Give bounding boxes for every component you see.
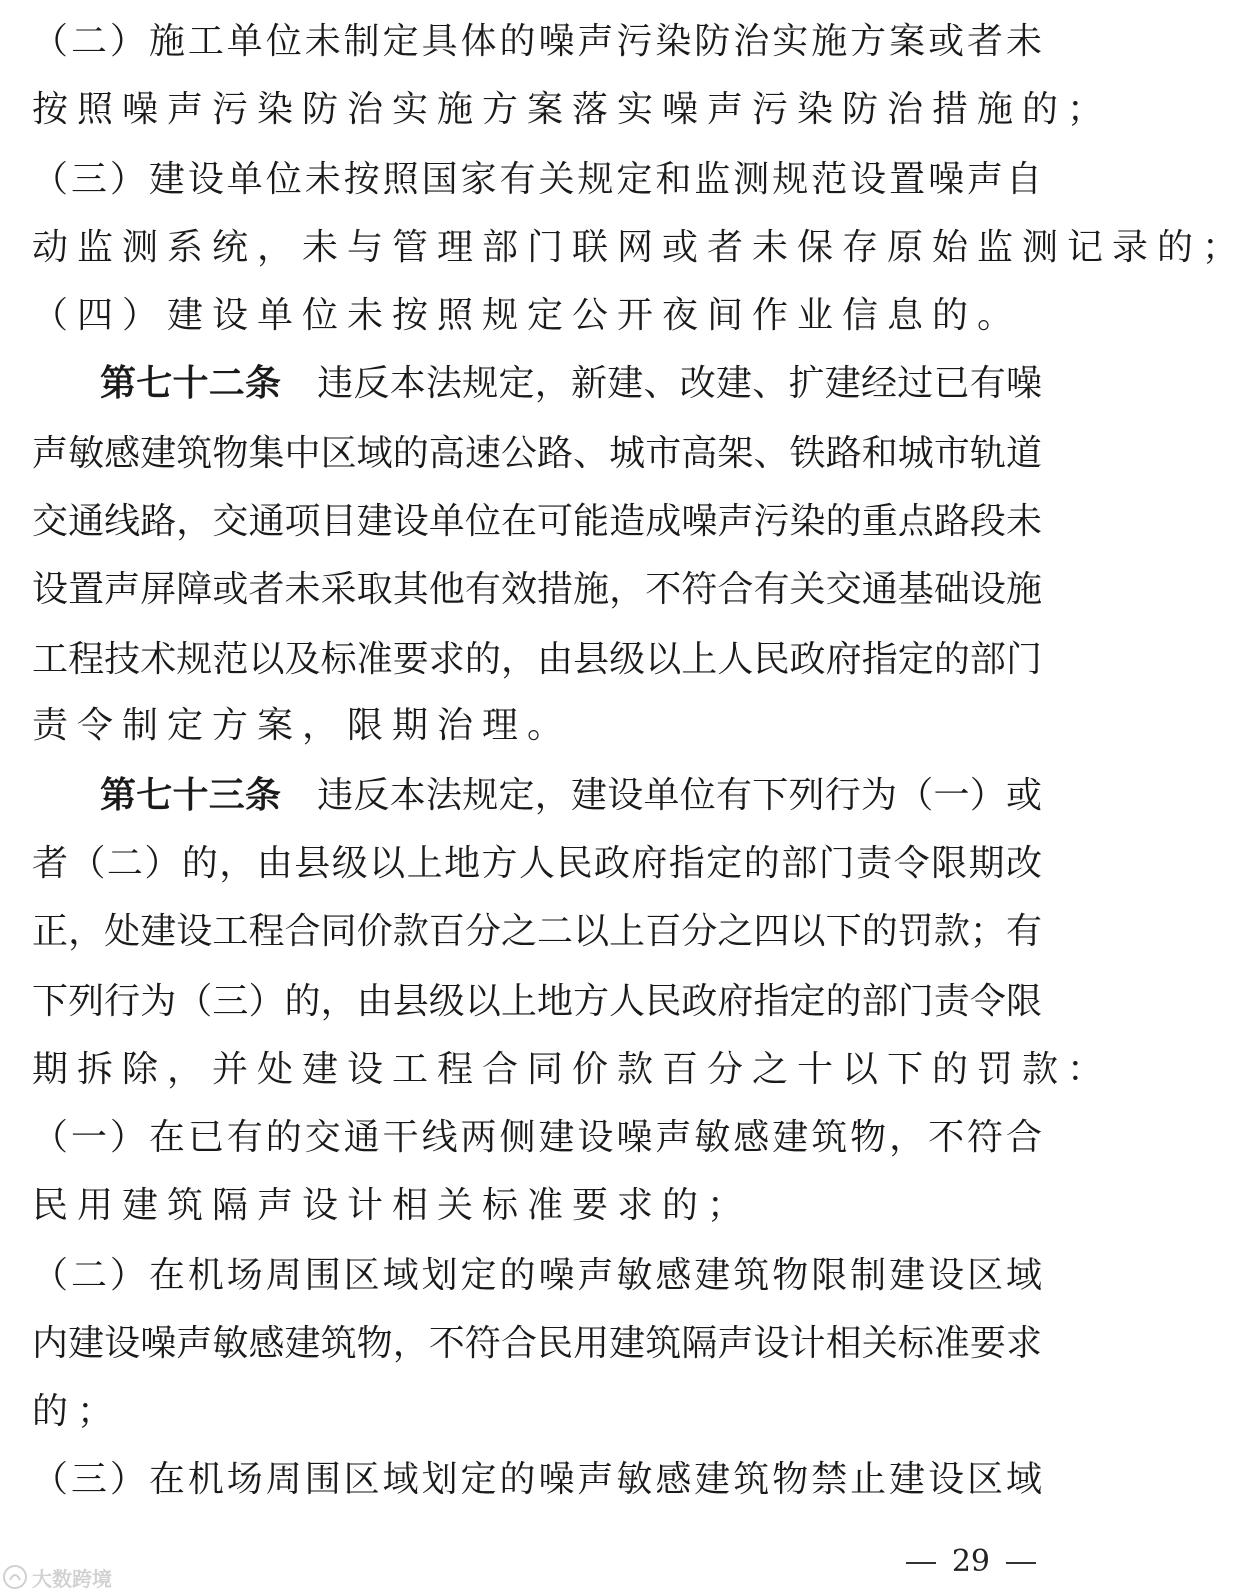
dash-left [906,1562,936,1564]
text-line: 动监测系统，未与管理部门联网或者未保存原始监测记录的； [32,227,1247,268]
text-line: （一）在已有的交通干线两侧建设噪声敏感建筑物，不符合 [32,1117,1042,1158]
text-line: 正，处建设工程合同价款百分之二以上百分之四以下的罚款；有 [32,911,1042,952]
text-line: 期拆除，并处建设工程合同价款百分之十以下的罚款： [32,1049,1113,1090]
watermark-text: 大数跨境 [32,1566,112,1591]
text-line: （三）在机场周围区域划定的噪声敏感建筑物禁止建设区域 [32,1459,1042,1500]
text-line: 按照噪声污染防治实施方案落实噪声污染防治措施的； [32,89,1113,130]
watermark-logo-icon [2,1564,28,1590]
text-line: 者（二）的，由县级以上地方人民政府指定的部门责令限期改 [32,843,1042,884]
dash-right [1006,1562,1036,1564]
text-line: 声敏感建筑物集中区域的高速公路、城市高架、铁路和城市轨道 [32,433,1042,474]
text-line: 工程技术规范以及标准要求的，由县级以上人民政府指定的部门 [32,639,1042,680]
text-line: 的； [32,1391,123,1432]
text-line: 下列行为（三）的，由县级以上地方人民政府指定的部门责令限 [32,981,1042,1022]
text-line: 内建设噪声敏感建筑物，不符合民用建筑隔声设计相关标准要求 [32,1323,1042,1364]
article-73-first-line: 第七十三条 违反本法规定，建设单位有下列行为（一）或 [100,775,1042,816]
article-73-heading: 第七十三条 [100,775,282,816]
text-line: 民用建筑隔声设计相关标准要求的； [32,1185,753,1226]
text-line: （二）施工单位未制定具体的噪声污染防治实施方案或者未 [32,21,1042,62]
text-line: （三）建设单位未按照国家有关规定和监测规范设置噪声自 [32,159,1042,200]
text-line: 交通线路，交通项目建设单位在可能造成噪声污染的重点路段未 [32,501,1042,542]
text-line: 设置声屏障或者未采取其他有效措施，不符合有关交通基础设施 [32,569,1042,610]
text-line: （四）建设单位未按照规定公开夜间作业信息的。 [32,295,1023,336]
text-line: （二）在机场周围区域划定的噪声敏感建筑物限制建设区域 [32,1255,1042,1296]
text-line: 责令制定方案，限期治理。 [32,705,573,746]
article-72-heading: 第七十二条 [100,363,282,404]
article-72-first-line: 第七十二条 违反本法规定，新建、改建、扩建经过已有噪 [100,363,1042,404]
page-number: 29 [890,1542,1052,1582]
watermark [2,1562,112,1592]
